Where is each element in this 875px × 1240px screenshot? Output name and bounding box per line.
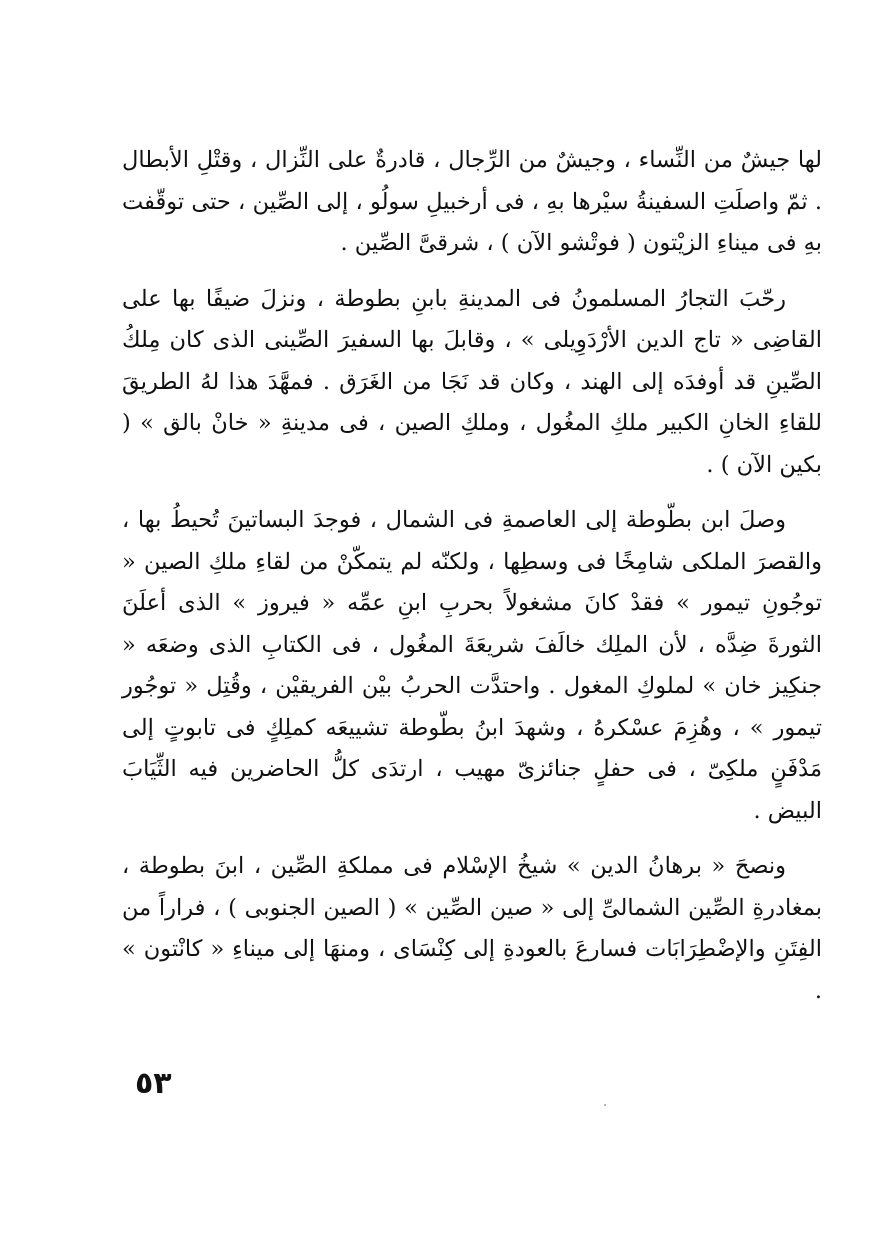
scan-speck: [604, 1104, 606, 1106]
page-number: ٥٣: [135, 1066, 172, 1101]
paragraph-1: لها جيشٌ من النِّساء ، وجيشٌ من الرِّجال ، قادرةٌ على النِّزال ، وقتْلِ الأبطال . ثمّ واصلَتِ السفينةُ سيْرها بهِ ، فى أرخبيلِ سولُو ، إلى الصِّين ، حتى توقّفت بهِ فى ميناءِ الزيْتون ( فوتْشو الآن ) ، شرقىَّ الصِّين .: [122, 147, 822, 256]
body-text: [122, 140, 822, 1026]
paragraph-3: وصلَ ابن بطّوطة إلى العاصمةِ فى الشمال ، فوجدَ البساتينَ تُحيطُ بها ، والقصرَ الملكى شامِخًا فى وسطِها ، ولكنّه لم يتمكّنْ من لقاءِ ملكِ الصين « توجُونِ تيمور » فقدْ كانَ مشغولاً بحربِ ابنِ عمِّه « فيروز » الذى أعلَنَ الثورةَ ضِدَّه ، لأن الملِك خالَفَ شريعَةَ المغُول ، فى الكتابِ الذى وضعَه « جنكِيز خان » لملوكِ المغول . واحتدَّت الحربُ بيْن الفريقيْن ، وقُتِل « توجُور تيمور » ، وهُزِمَ عسْكرهُ ، وشهدَ ابنُ بطّوطة تشييعَه كملِكٍ فى تابوتٍ إلى مَدْفَنٍ ملكِىّ ، فى حفلٍ جنائزىّ مهيب ، ارتدَى كلُّ الحاضرين فيه الثِّيَابَ البيض .: [122, 507, 822, 824]
paragraph-4: ونصحَ « برهانُ الدين » شيخُ الإسْلام فى مملكةِ الصِّين ، ابنَ بطوطة ، بمغادرةِ الصِّين الشمالىِّ إلى « صين الصِّين » ( الصين الجنوبى ) ، فراراً من الفِتَنِ والإضْطِرَابَات فسارعَ بالعودةِ إلى كِنْسَاى ، ومنهَا إلى ميناءِ « كانْتون » .: [122, 853, 822, 1004]
paragraph-2: رحّبَ التجارُ المسلمونُ فى المدينةِ بابنِ بطوطة ، ونزلَ ضيفًا بها على القاضِى « تاج الدين الأرْدَوِيلى » ، وقابلَ بها السفيرَ الصِّينى الذى كان مِلكُ الصِّينِ قد أوفدَه إلى الهند ، وكان قد نَجَا من الغَرَق . فمهَّدَ هذا لهُ الطريقَ للقاءِ الخانِ الكبير ملكِ المغُول ، وملكِ الصين ، فى مدينةِ « خانْ بالق » ( بكين الآن ) .: [122, 285, 822, 478]
